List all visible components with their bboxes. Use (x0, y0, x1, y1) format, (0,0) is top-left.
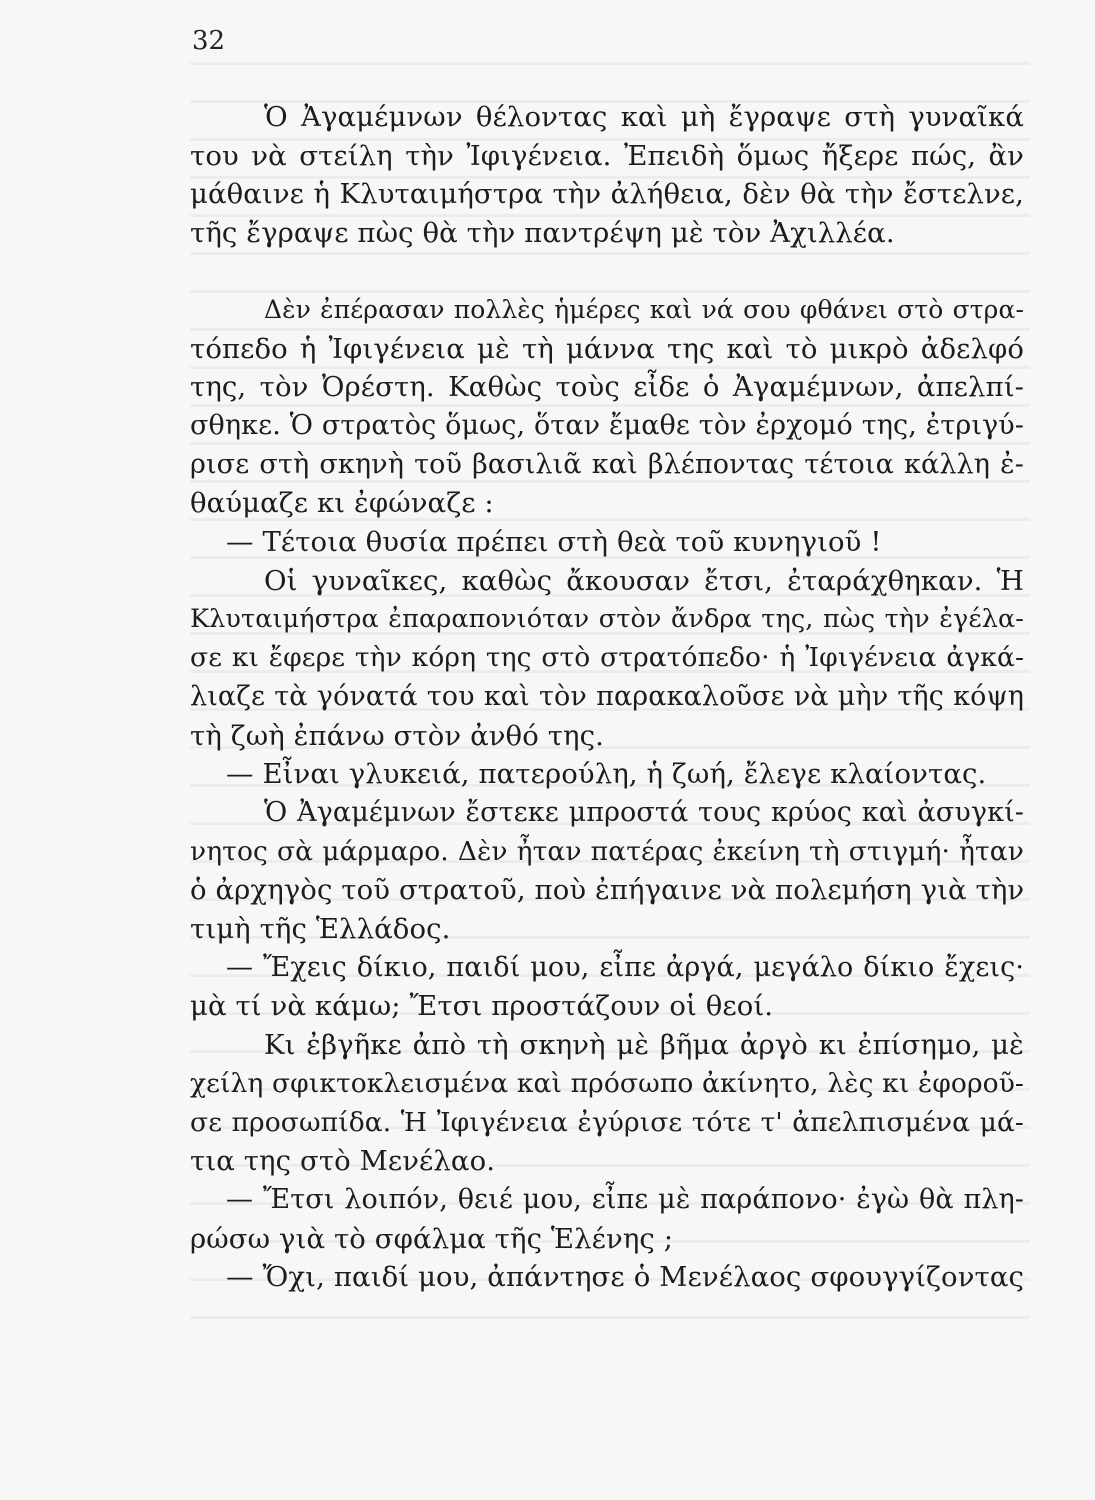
text-line: ὁ ἀρχηγὸς τοῦ στρατοῦ, ποὺ ἐπήγαινε νὰ πολεμήση γιὰ τὴν (190, 874, 1025, 907)
text-line: Κλυταιμήστρα ἐπαραπονιόταν στὸν ἄνδρα της, πὼς τὴν ἐγέλα- (190, 604, 1024, 635)
text-line: — Εἶναι γλυκειά, πατερούλη, ἡ ζωή, ἔλεγε κλαίοντας. (226, 758, 987, 791)
text-line: — Ἔτσι λοιπόν, θειέ μου, εἶπε μὲ παράπονο· ἐγὼ θὰ πλη- (226, 1183, 1024, 1215)
text-line: τὴ ζωὴ ἐπάνω στὸν ἀνθό της. (190, 719, 604, 752)
text-line: τια της στὸ Μενέλαο. (190, 1145, 496, 1178)
text-line: Ὁ Ἀγαμέμνων θέλοντας καὶ μὴ ἔγραψε στὴ γυναῖκά (264, 101, 1024, 133)
text-line: τῆς ἔγραψε πὼς θὰ τὴν παντρέψη μὲ τὸν Ἀχιλλέα. (190, 217, 895, 250)
body-text (190, 98, 1024, 1297)
text-line: της, τὸν Ὀρέστη. Καθὼς τοὺς εἶδε ὁ Ἀγαμέμνων, ἀπελπί- (190, 371, 1024, 404)
text-line: μάθαινε ἡ Κλυταιμήστρα τὴν ἀλήθεια, δὲν θὰ τὴν ἔστελνε, (190, 178, 1024, 211)
text-line: Ὁ Ἀγαμέμνων ἔστεκε μπροστά τους κρύος καὶ ἀσυγκί- (264, 796, 1024, 828)
text-line: θαύμαζε κι ἐφώναζε : (190, 487, 494, 520)
page-number: 32 (192, 26, 226, 56)
paragraph-gap (190, 253, 1024, 291)
text-line: Οἱ γυναῖκες, καθὼς ἄκουσαν ἔτσι, ἐταράχθηκαν. Ἡ (264, 564, 1024, 597)
text-line: Δὲν ἐπέρασαν πολλὲς ἡμέρες καὶ νά σου φθάνει στὸ στρα- (264, 294, 1024, 324)
text-line: λιαζε τὰ γόνατά του καὶ τὸν παρακαλοῦσε νὰ μὴν τῆς κόψη (190, 680, 1024, 712)
text-line: Κι ἐβγῆκε ἀπὸ τὴ σκηνὴ μὲ βῆμα ἀργὸ κι ἐπίσημο, μὲ (264, 1029, 1024, 1062)
text-line: σε κι ἔφερε τὴν κόρη της στὸ στρατόπεδο· ἡ Ἰφιγένεια ἀγκά- (190, 642, 1024, 674)
text-line: ρισε στὴ σκηνὴ τοῦ βασιλιᾶ καὶ βλέποντας τέτοια κάλλη ἐ- (190, 448, 1024, 480)
text-line: χείλη σφικτοκλεισμένα καὶ πρόσωπο ἀκίνητο, λὲς κι ἐφοροῦ- (190, 1067, 1024, 1099)
text-line: — Ἔχεις δίκιο, παιδί μου, εἶπε ἀργά, μεγάλο δίκιο ἔχεις· (226, 951, 1024, 983)
text-line: — Ὄχι, παιδί μου, ἀπάντησε ὁ Μενέλαος σφουγγίζοντας (226, 1261, 1024, 1294)
text-line: ρώσω γιὰ τὸ σφάλμα τῆς Ἑλένης ; (190, 1222, 674, 1255)
text-line: σθηκε. Ὁ στρατὸς ὅμως, ὅταν ἔμαθε τὸν ἐρχομό της, ἐτριγύ- (190, 409, 1024, 441)
text-line: μὰ τί νὰ κάμω; Ἔτσι προστάζουν οἱ θεοί. (190, 990, 774, 1023)
text-line: τόπεδο ἡ Ἰφιγένεια μὲ τὴ μάννα της καὶ τὸ μικρὸ ἀδελφό (190, 332, 1024, 365)
text-line: του νὰ στείλη τὴν Ἰφιγένεια. Ἐπειδὴ ὅμως ἤξερε πώς, ἂν (190, 139, 1024, 172)
text-line: τιμὴ τῆς Ἑλλάδος. (190, 913, 451, 946)
text-line: σε προσωπίδα. Ἡ Ἰφιγένεια ἐγύρισε τότε τ' ἀπελπισμένα μά- (190, 1106, 1024, 1138)
text-line: νητος σὰ μάρμαρο. Δὲν ἦταν πατέρας ἐκείνη τὴ στιγμή· ἦταν (190, 835, 1024, 867)
text-line: — Τέτοια θυσία πρέπει στὴ θεὰ τοῦ κυνηγιοῦ ! (226, 526, 882, 559)
